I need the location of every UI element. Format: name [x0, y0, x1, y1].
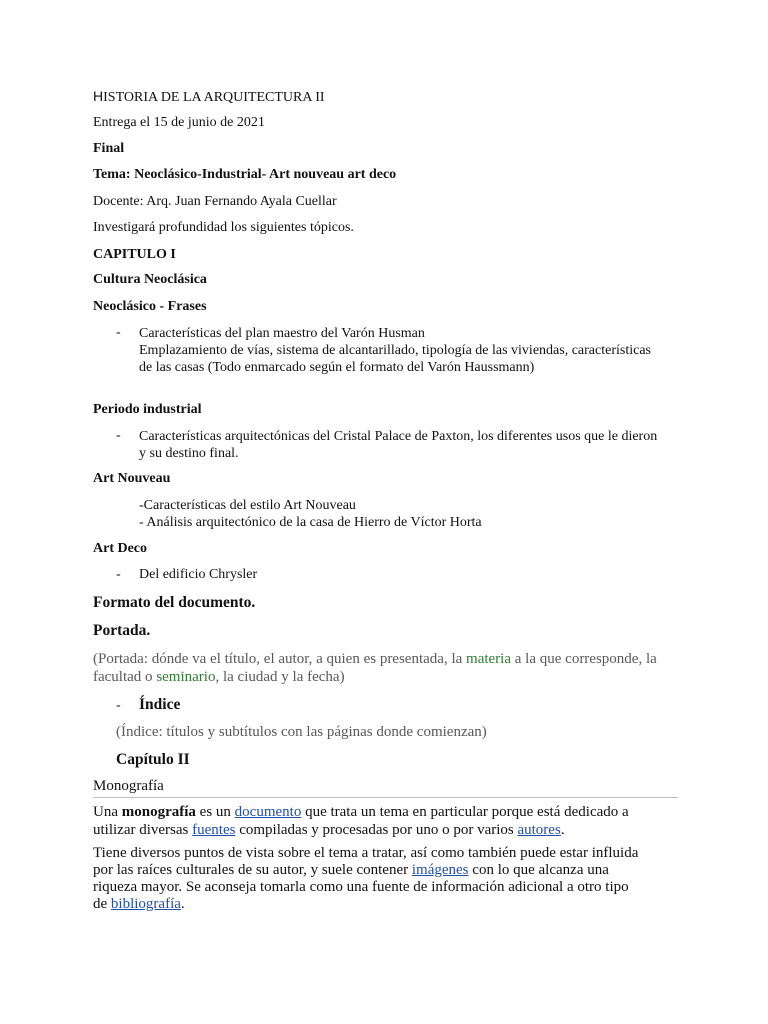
monograph-p2-line-4	[93, 896, 185, 913]
p1-text: que trata un tema en particular porque está dedicado a	[301, 804, 629, 820]
chapter-1-title: CAPITULO I	[93, 247, 176, 262]
heading-divider	[93, 797, 678, 798]
industrial-heading: Periodo industrial	[93, 402, 202, 417]
delivery-date: Entrega el 15 de junio de 2021	[93, 115, 265, 130]
culture-heading: Cultura Neoclásica	[93, 272, 207, 287]
monograph-heading: Monografía	[93, 778, 164, 794]
neoclassic-heading: Neoclásico - Frases	[93, 299, 207, 314]
link-documento[interactable]: documento	[234, 804, 302, 820]
p1-text: es un	[195, 804, 235, 820]
industrial-line-2: y su destino final.	[139, 446, 239, 461]
monograph-p1-line-1	[93, 804, 629, 821]
p2-text: por las raíces culturales de su autor, y suele contener	[93, 862, 412, 878]
neo-item-line-3: de las casas (Todo enmarcado según el formato del Varón Haussmann)	[139, 360, 535, 375]
list-bullet-dash: -	[116, 325, 121, 340]
seminario-term: seminario	[156, 669, 216, 685]
cover-note-line-2	[93, 668, 345, 686]
deco-heading: Art Deco	[93, 541, 148, 556]
course-title-initial: H	[93, 88, 104, 104]
materia-term: materia	[466, 651, 512, 667]
p1-text: Una	[93, 804, 122, 820]
cover-note-text: (Portada: dónde va el título, el autor, a quien es presentada, la	[93, 651, 467, 667]
cover-note-text: a la que corresponde, la	[511, 651, 657, 667]
monograph-term: monografía	[121, 804, 196, 820]
cover-note-line-1	[93, 650, 657, 668]
index-heading: Índice	[139, 696, 181, 713]
link-autores[interactable]: autores	[517, 822, 561, 838]
neo-item-line-2: Emplazamiento de vías, sistema de alcantarillado, tipología de las viviendas, características	[139, 343, 651, 358]
link-fuentes[interactable]: fuentes	[192, 822, 236, 838]
p1-text: .	[560, 822, 565, 838]
monograph-p2-line-2	[93, 862, 609, 879]
p2-text: de	[93, 896, 111, 912]
link-bibliografia[interactable]: bibliografía	[110, 896, 181, 912]
p1-text: utilizar diversas	[93, 822, 193, 838]
nouveau-heading: Art Nouveau	[93, 471, 171, 486]
chapter-2-title: Capítulo II	[116, 751, 190, 768]
final-label: Final	[93, 141, 125, 156]
p2-text: .	[180, 896, 185, 912]
p1-text: compiladas y procesadas por uno o por varios	[235, 822, 518, 838]
neo-item-line-1: Características del plan maestro del Varón Husman	[139, 326, 425, 341]
monograph-p1-line-2	[93, 822, 565, 839]
industrial-line-1: Características arquitectónicas del Cristal Palace de Paxton, los diferentes usos que le dieron	[139, 429, 658, 444]
course-title-rest: ISTORIA DE LA ARQUITECTURA II	[103, 90, 325, 105]
list-bullet-dash: -	[116, 567, 121, 582]
intro-line: Investigará profundidad los siguientes tópicos.	[93, 220, 354, 235]
list-bullet-dash: -	[116, 428, 121, 443]
monograph-p2-line-1: Tiene diversos puntos de vista sobre el tema a tratar, así como también puede estar influida	[93, 845, 639, 861]
course-title	[93, 87, 325, 107]
list-bullet-dash: -	[116, 698, 121, 713]
nouveau-line-1: -Características del estilo Art Nouveau	[139, 498, 356, 513]
p2-text: con lo que alcanza una	[468, 862, 609, 878]
cover-heading: Portada.	[93, 622, 151, 639]
monograph-p2-line-3: riqueza mayor. Se aconseja tomarla como una fuente de información adicional a otro tipo	[93, 879, 629, 895]
cover-note-text: facultad o	[93, 669, 157, 685]
nouveau-line-2: - Análisis arquitectónico de la casa de Hierro de Víctor Horta	[139, 515, 482, 530]
cover-note-text: , la ciudad y la fecha)	[215, 669, 345, 685]
topic-line: Tema: Neoclásico-Industrial- Art nouveau art deco	[93, 167, 397, 182]
index-note: (Índice: títulos y subtítulos con las páginas donde comienzan)	[116, 724, 487, 740]
deco-item: Del edificio Chrysler	[139, 567, 258, 582]
format-heading: Formato del documento.	[93, 594, 256, 611]
link-imagenes[interactable]: imágenes	[411, 862, 469, 878]
teacher-line: Docente: Arq. Juan Fernando Ayala Cuellar	[93, 194, 337, 209]
